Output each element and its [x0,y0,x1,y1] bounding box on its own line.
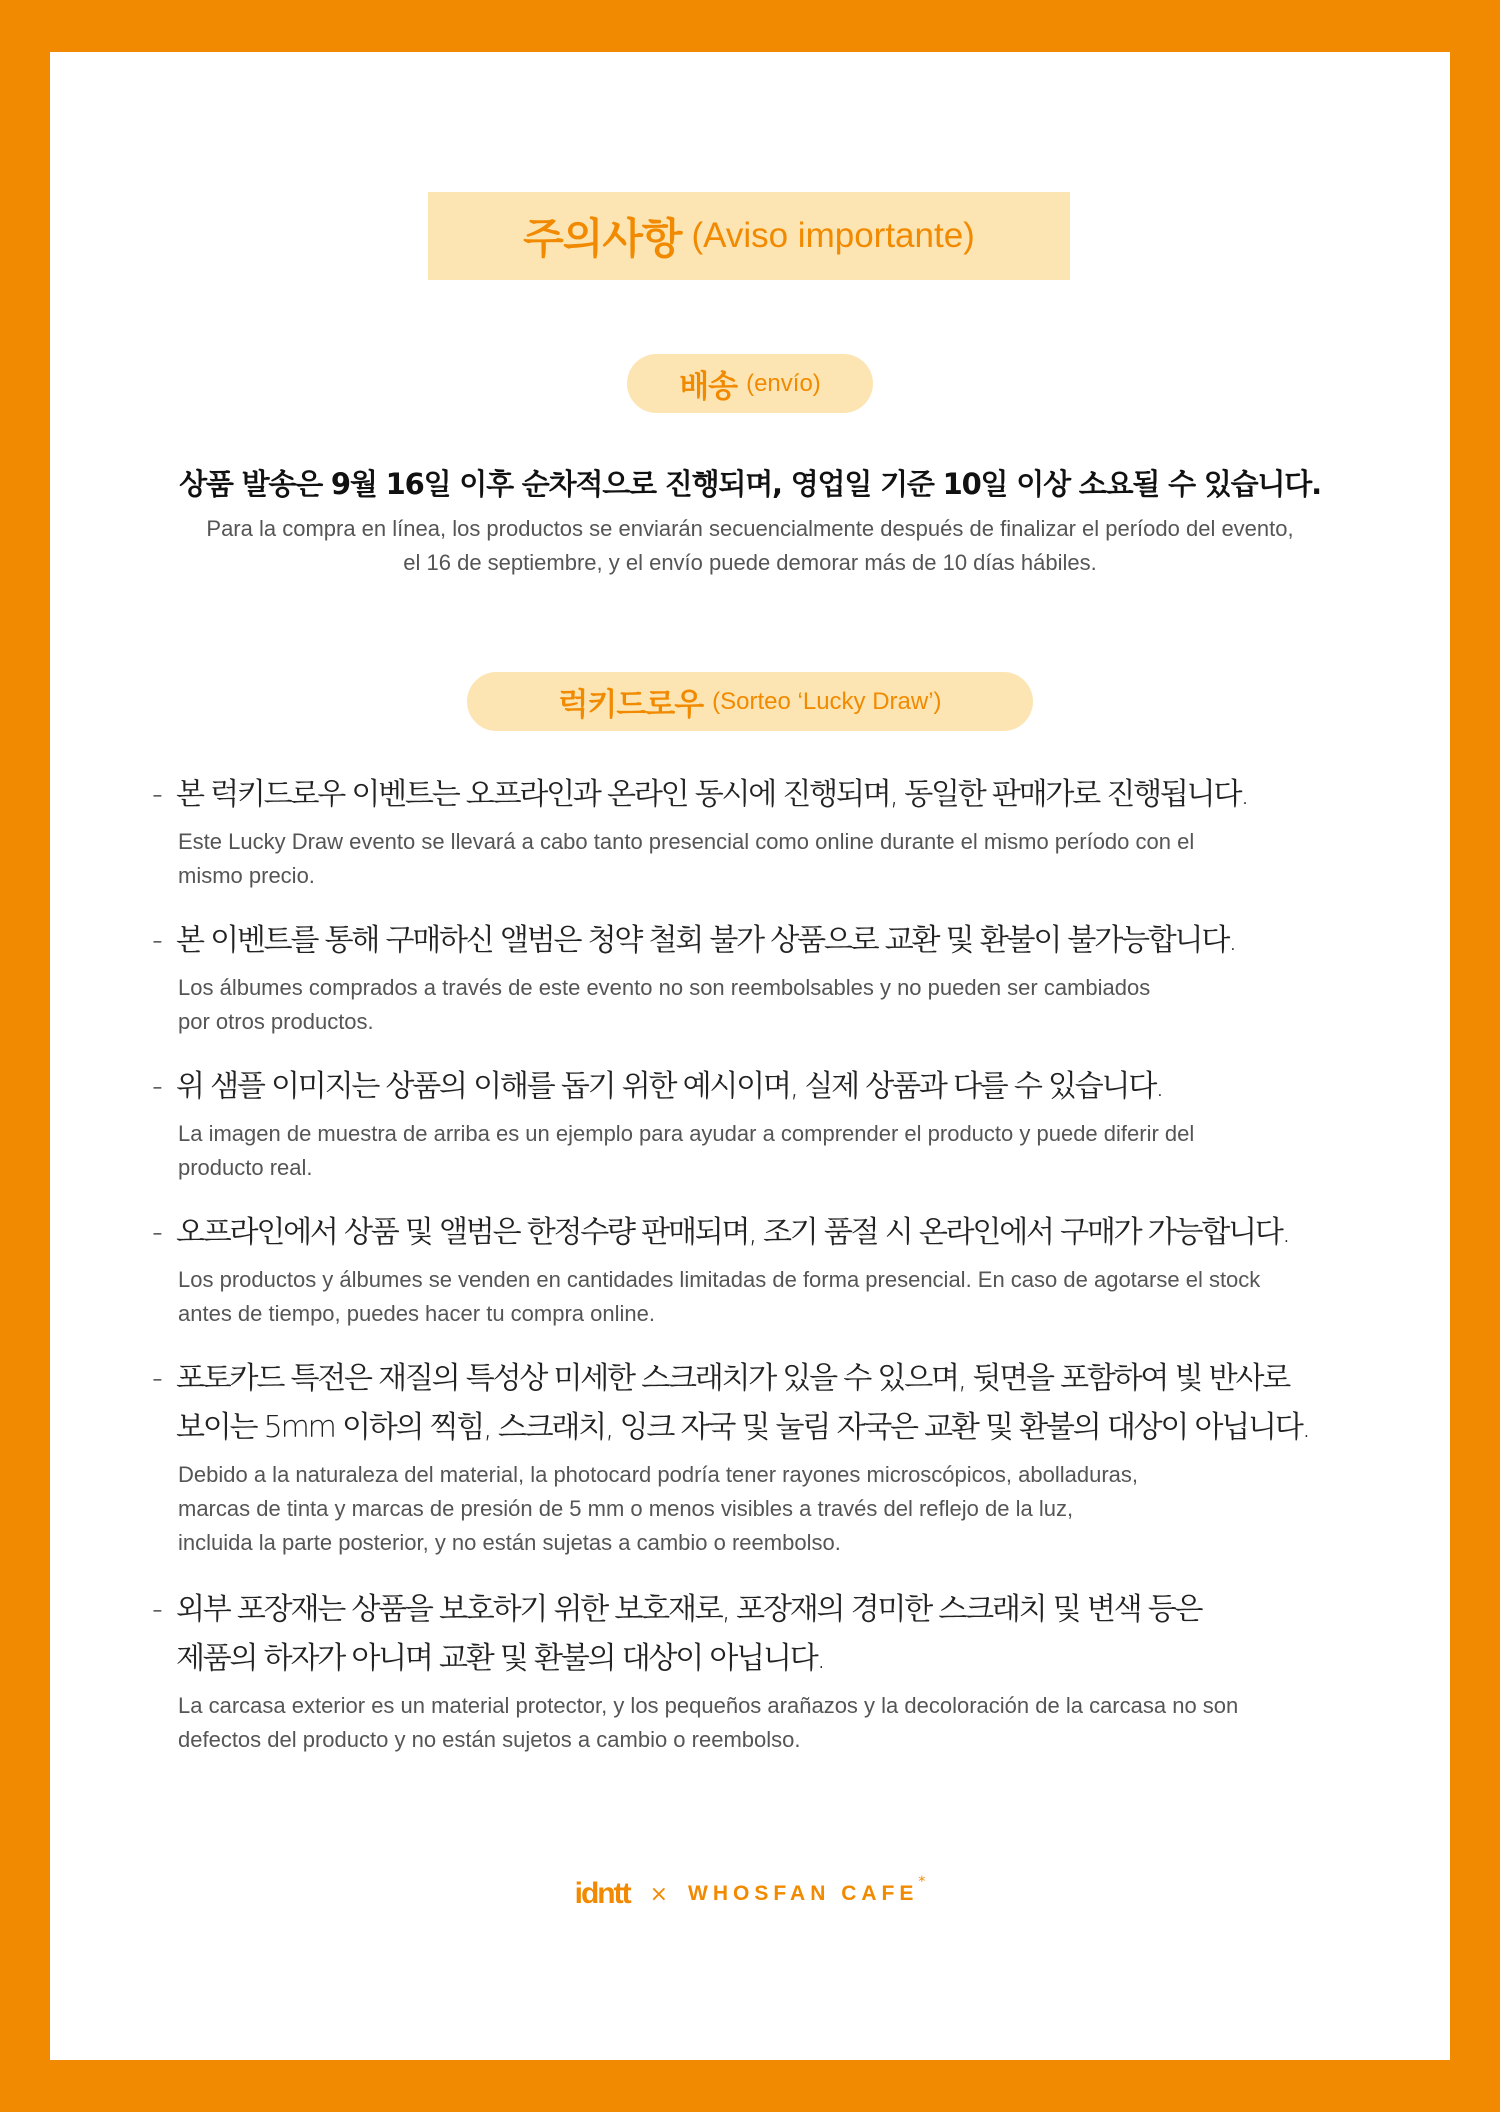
shipping-description [50,512,1450,580]
notice-sheet [50,52,1450,2060]
dash-bullet: - [152,1592,161,1627]
dash-bullet: - [152,1069,161,1104]
notice-korean [152,1062,1412,1111]
notice-spanish [152,1117,1412,1185]
notice-spanish-line: Los productos y álbumes se venden en cantidades limitadas de forma presencial. En caso de agotarse el stock [178,1267,1261,1292]
shipping-description-line: Para la compra en línea, los productos se enviarán secuencialmente después de finalizar el período del evento, [206,516,1294,541]
notice-korean-line: 본 이벤트를 통해 구매하신 앨범은 청약 철회 불가 상품으로 교환 및 환불이 불가능합니다. [176,923,1236,958]
notice-spanish-line: producto real. [178,1155,313,1180]
shipping-section-pill [627,354,873,413]
notice-spanish-line: por otros productos. [178,1009,374,1034]
notice-spanish [152,1458,1412,1560]
notice-korean [152,1585,1412,1683]
notice-spanish [152,825,1412,893]
notice-list-item [152,770,1412,893]
notice-spanish-line: antes de tiempo, puedes hacer tu compra online. [178,1301,655,1326]
notice-spanish-line: Los álbumes comprados a través de este evento no son reembolsables y no pueden ser cambiados [178,975,1151,1000]
notice-list-item [152,1062,1412,1185]
title-korean: 주의사항 [523,214,682,263]
notice-korean [152,770,1412,819]
notice-list-item [152,916,1412,1039]
shipping-description-line: el 16 de septiembre, y el envío puede demorar más de 10 días hábiles. [403,550,1097,575]
notice-korean-line: 위 샘플 이미지는 상품의 이해를 돕기 위한 예시이며, 실제 상품과 다를 수 있습니다. [176,1069,1163,1104]
lucky-pill-spanish: (Sorteo ‘Lucky Draw’) [712,687,942,715]
notice-spanish-line: defectos del producto y no están sujetos a cambio o reembolso. [178,1727,801,1752]
idntt-logo: idntt [574,1877,630,1910]
dash-bullet: - [152,1215,161,1250]
title-spanish: (Aviso importante) [691,216,975,255]
dash-bullet: - [152,1361,161,1396]
notice-korean-line: 보이는 5mm 이하의 찍힘, 스크래치, 잉크 자국 및 눌림 자국은 교환 및 환불의 대상이 아닙니다. [176,1410,1309,1445]
star-icon: * [918,1874,926,1890]
shipping-pill-spanish: (envío) [746,369,821,397]
notice-korean-line: 외부 포장재는 상품을 보호하기 위한 보호재로, 포장재의 경미한 스크래치 및 변색 등은 [176,1592,1202,1627]
notice-spanish-line: incluida la parte posterior, y no están sujetas a cambio o reembolso. [178,1530,841,1555]
shipping-heading: 상품 발송은 9월 16일 이후 순차적으로 진행되며, 영업일 기준 10일 이상 소요될 수 있습니다. [179,467,1321,501]
whosfan-cafe-logo: WHOSFAN CAFE [688,1882,919,1905]
shipping-pill-korean: 배송 [679,369,738,405]
notice-korean-line: 포토카드 특전은 재질의 특성상 미세한 스크래치가 있을 수 있으며, 뒷면을 포함하여 빛 반사로 [176,1361,1290,1396]
notice-list-item [152,1354,1412,1560]
dash-bullet: - [152,923,161,958]
notice-spanish-line: La carcasa exterior es un material protector, y los pequeños arañazos y la decoloración de la carcasa no son [178,1693,1239,1718]
notice-list-item [152,1585,1412,1757]
lucky-draw-section-pill [467,672,1033,731]
notice-korean [152,1208,1412,1257]
notice-korean [152,1354,1412,1452]
collab-x: × [649,1881,669,1907]
notice-korean-line: 제품의 하자가 아니며 교환 및 환불의 대상이 아닙니다. [176,1641,824,1676]
brand-logos [50,1874,1450,1911]
notice-list-item [152,1208,1412,1331]
notice-spanish-line: Debido a la naturaleza del material, la photocard podría tener rayones microscópicos, abolladuras, [178,1462,1138,1487]
title-banner [428,192,1070,280]
notice-spanish [152,1689,1412,1757]
dash-bullet: - [152,777,161,812]
notice-spanish-line: marcas de tinta y marcas de presión de 5 mm o menos visibles a través del reflejo de la luz, [178,1496,1074,1521]
notice-spanish-line: Este Lucky Draw evento se llevará a cabo tanto presencial como online durante el mismo período con el [178,829,1195,854]
notice-korean [152,916,1412,965]
notice-spanish-line: La imagen de muestra de arriba es un ejemplo para ayudar a comprender el producto y puede diferir del [178,1121,1195,1146]
notice-spanish-line: mismo precio. [178,863,315,888]
notice-spanish [152,1263,1412,1331]
notice-korean-line: 오프라인에서 상품 및 앨범은 한정수량 판매되며, 조기 품절 시 온라인에서 구매가 가능합니다. [176,1215,1290,1250]
notice-korean-line: 본 럭키드로우 이벤트는 오프라인과 온라인 동시에 진행되며, 동일한 판매가로 진행됩니다. [176,777,1248,812]
notice-spanish [152,971,1412,1039]
lucky-pill-korean: 럭키드로우 [558,687,704,723]
